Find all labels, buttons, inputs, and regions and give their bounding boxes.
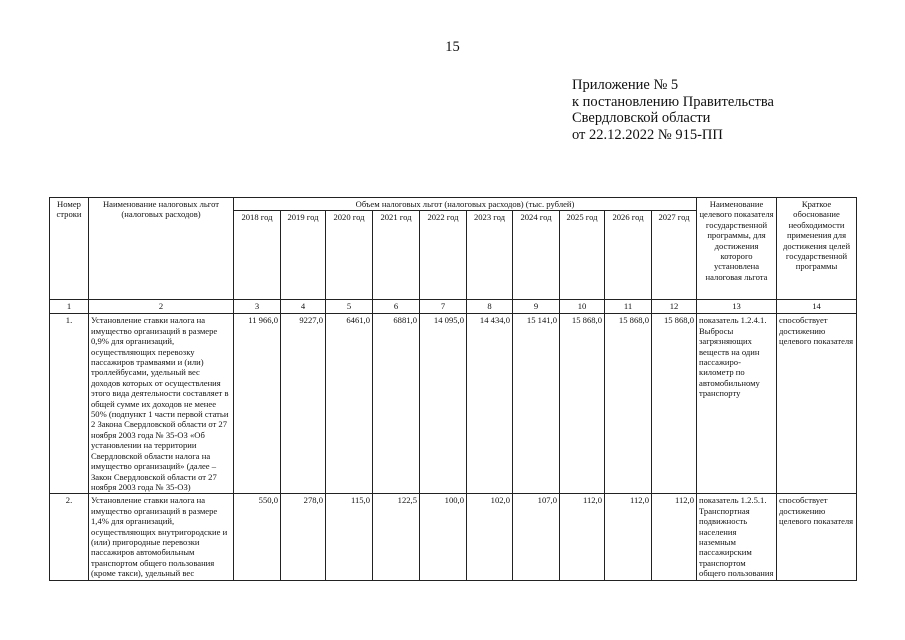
table-row: [50, 314, 857, 494]
tax-benefits-table: [49, 197, 857, 581]
header-year: 2018 год: [234, 211, 281, 300]
column-number: 1: [50, 300, 89, 314]
header-year: 2019 год: [281, 211, 326, 300]
value-cell: 14 095,0: [420, 314, 467, 494]
header-year: 2023 год: [467, 211, 513, 300]
column-number: 11: [605, 300, 652, 314]
header-year: 2024 год: [513, 211, 560, 300]
table-row: [50, 494, 857, 580]
column-number: 8: [467, 300, 513, 314]
value-cell: 11 966,0: [234, 314, 281, 494]
value-cell: 107,0: [513, 494, 560, 580]
value-cell: 112,0: [560, 494, 605, 580]
column-number: 7: [420, 300, 467, 314]
indicator-cell: показатель 1.2.4.1. Выбросы загрязняющих веществ на один пассажиро-километр по автомобильному транспорту: [697, 314, 777, 494]
appendix-header: [572, 77, 774, 143]
value-cell: 15 868,0: [652, 314, 697, 494]
column-number: 10: [560, 300, 605, 314]
value-cell: 122,5: [373, 494, 420, 580]
appendix-date-line: от 22.12.2022 № 915-ПП: [572, 126, 723, 143]
value-cell: 112,0: [652, 494, 697, 580]
header-volume: Объем налоговых льгот (налоговых расходов) (тыс. рублей): [234, 198, 697, 211]
header-year: 2021 год: [373, 211, 420, 300]
value-cell: 15 868,0: [605, 314, 652, 494]
appendix-resolution-line: к постановлению Правительства: [572, 93, 774, 110]
indicator-cell: показатель 1.2.5.1. Транспортная подвижность населения наземным пассажирским транспортом общего пользования: [697, 494, 777, 580]
header-justification: Краткое обоснование необходимости применения для достижения целей государственной программы: [777, 198, 857, 300]
value-cell: 550,0: [234, 494, 281, 580]
column-number: 12: [652, 300, 697, 314]
value-cell: 6881,0: [373, 314, 420, 494]
row-number-cell: 2.: [50, 494, 89, 580]
value-cell: 14 434,0: [467, 314, 513, 494]
value-cell: 278,0: [281, 494, 326, 580]
column-number: 13: [697, 300, 777, 314]
header-year: 2022 год: [420, 211, 467, 300]
header-indicator: Наименование целевого показателя государственной программы, для достижения которого установлена налоговая льгота: [697, 198, 777, 300]
header-row-number: Номер строки: [50, 198, 89, 300]
column-number: 14: [777, 300, 857, 314]
value-cell: 15 868,0: [560, 314, 605, 494]
value-cell: 115,0: [326, 494, 373, 580]
justification-cell: способствует достижению целевого показателя: [777, 314, 857, 494]
column-number: 5: [326, 300, 373, 314]
benefit-name-cell: Установление ставки налога на имущество организаций в размере 0,9% для организаций, осуществляющих перевозку пассажиров трамваями и (или) троллейбусами, удельный вес доходов которых от осуществления этого вида деятельности составляет в общей сумме их доходов не менее 50% (подпункт 1 части первой статьи 2 Закона Свердловской области от 27 ноября 2003 года № 35-ОЗ «Об установлении на территории Свердловской области налога на имущество организаций» (далее – Закон Свердловской области от 27 ноября 2003 года № 35-ОЗ): [89, 314, 234, 494]
value-cell: 112,0: [605, 494, 652, 580]
justification-cell: способствует достижению целевого показателя: [777, 494, 857, 580]
column-number-row: [50, 300, 857, 314]
header-year: 2025 год: [560, 211, 605, 300]
value-cell: 102,0: [467, 494, 513, 580]
header-year: 2020 год: [326, 211, 373, 300]
column-number: 4: [281, 300, 326, 314]
benefit-name-cell: Установление ставки налога на имущество организаций в размере 1,4% для организаций, осуществляющих внутригородские и (или) пригородные перевозки пассажиров автомобильным транспортом общего пользования (кроме такси), удельный вес: [89, 494, 234, 580]
column-number: 6: [373, 300, 420, 314]
appendix-region-line: Свердловской области: [572, 110, 711, 126]
header-year: 2027 год: [652, 211, 697, 300]
value-cell: 15 141,0: [513, 314, 560, 494]
value-cell: 9227,0: [281, 314, 326, 494]
column-number: 3: [234, 300, 281, 314]
value-cell: 6461,0: [326, 314, 373, 494]
column-number: 2: [89, 300, 234, 314]
header-year: 2026 год: [605, 211, 652, 300]
column-number: 9: [513, 300, 560, 314]
appendix-title: Приложение № 5: [572, 77, 679, 93]
header-benefit-name: Наименование налоговых льгот (налоговых расходов): [89, 198, 234, 300]
row-number-cell: 1.: [50, 314, 89, 494]
page-number: 15: [445, 39, 460, 55]
value-cell: 100,0: [420, 494, 467, 580]
